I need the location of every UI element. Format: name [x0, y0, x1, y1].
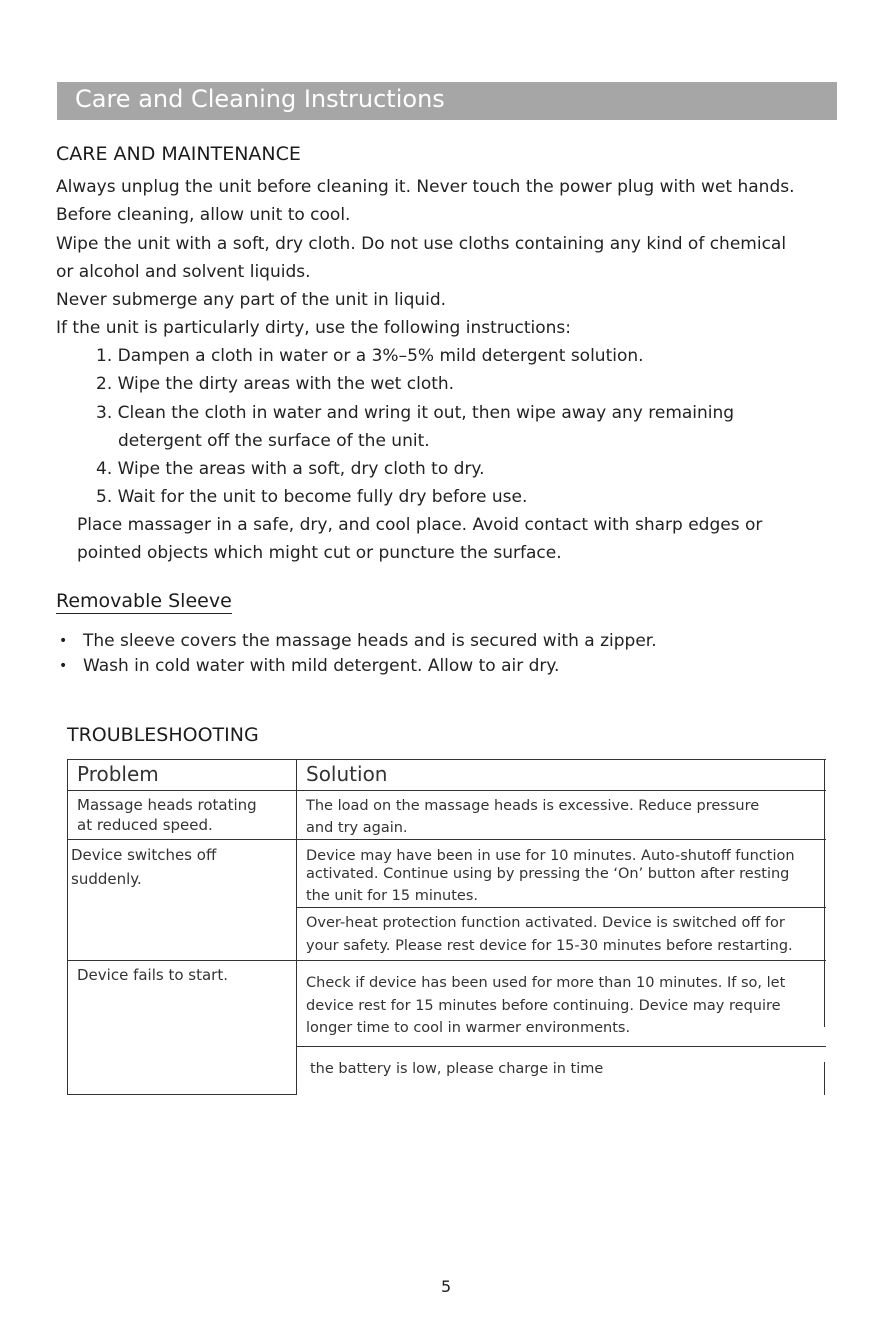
solution-text: the battery is low, please charge in time	[310, 1061, 604, 1077]
solution-text: The load on the massage heads is excessive. Reduce pressure	[306, 798, 760, 814]
care-line: Before cleaning, allow unit to cool.	[56, 205, 351, 225]
cleaning-step: 2. Wipe the dirty areas with the wet cloth.	[96, 374, 455, 394]
problem-text: Device switches off	[71, 846, 217, 864]
table-rule	[296, 759, 297, 1095]
care-line: Never submerge any part of the unit in liquid.	[56, 290, 447, 310]
table-rule	[297, 907, 826, 908]
banner-title: Care and Cleaning Instructions	[75, 85, 445, 113]
table-rule	[67, 790, 826, 791]
cleaning-step: 3. Clean the cloth in water and wring it out, then wipe away any remaining	[96, 403, 735, 423]
storage-line: Place massager in a safe, dry, and cool place. Avoid contact with sharp edges or	[77, 515, 763, 535]
problem-text: suddenly.	[71, 870, 142, 888]
cleaning-step: 4. Wipe the areas with a soft, dry cloth to dry.	[96, 459, 485, 479]
care-line: Wipe the unit with a soft, dry cloth. Do not use cloths containing any kind of chemical	[56, 234, 787, 254]
table-rule	[67, 759, 826, 760]
table-rule	[824, 759, 825, 1027]
storage-line: pointed objects which might cut or puncture the surface.	[77, 543, 562, 563]
table-rule	[824, 1062, 825, 1095]
problem-text: Device fails to start.	[77, 966, 228, 984]
bullet-dot-icon: •	[59, 658, 68, 674]
troubleshooting-table	[67, 759, 826, 1095]
section-banner	[57, 82, 837, 120]
solution-text: and try again.	[306, 820, 408, 836]
sleeve-bullet: The sleeve covers the massage heads and is secured with a zipper.	[83, 631, 657, 651]
solution-text: Device may have been in use for 10 minutes. Auto-shutoff function	[306, 848, 795, 864]
care-line: Always unplug the unit before cleaning it. Never touch the power plug with wet hands.	[56, 177, 795, 197]
solution-text: device rest for 15 minutes before continuing. Device may require	[306, 998, 781, 1014]
solution-text: activated. Continue using by pressing the ‘On’ button after resting	[306, 866, 790, 882]
solution-text: longer time to cool in warmer environments.	[306, 1020, 631, 1036]
column-header-solution: Solution	[306, 762, 388, 786]
table-rule	[67, 759, 68, 1095]
table-rule	[67, 839, 826, 840]
sleeve-heading: Removable Sleeve	[56, 590, 232, 612]
solution-text: the unit for 15 minutes.	[306, 888, 479, 904]
cleaning-step: 5. Wait for the unit to become fully dry before use.	[96, 487, 528, 507]
table-rule	[297, 1046, 826, 1047]
cleaning-step: 1. Dampen a cloth in water or a 3%–5% mild detergent solution.	[96, 346, 644, 366]
problem-text: Massage heads rotating	[77, 796, 257, 814]
page-number: 5	[441, 1277, 452, 1296]
troubleshooting-heading: TROUBLESHOOTING	[67, 724, 259, 746]
table-rule	[67, 1094, 297, 1095]
care-line: If the unit is particularly dirty, use the following instructions:	[56, 318, 571, 338]
column-header-problem: Problem	[77, 762, 159, 786]
table-rule	[67, 960, 826, 961]
care-heading: CARE AND MAINTENANCE	[56, 143, 301, 165]
cleaning-step-continued: detergent off the surface of the unit.	[118, 431, 430, 451]
problem-text: at reduced speed.	[77, 816, 213, 834]
sleeve-bullet: Wash in cold water with mild detergent. Allow to air dry.	[83, 656, 560, 676]
care-line: or alcohol and solvent liquids.	[56, 262, 311, 282]
solution-text: your safety. Please rest device for 15-30 minutes before restarting.	[306, 938, 793, 954]
solution-text: Over-heat protection function activated. Device is switched off for	[306, 915, 785, 931]
solution-text: Check if device has been used for more than 10 minutes. If so, let	[306, 975, 786, 991]
bullet-dot-icon: •	[59, 633, 68, 649]
